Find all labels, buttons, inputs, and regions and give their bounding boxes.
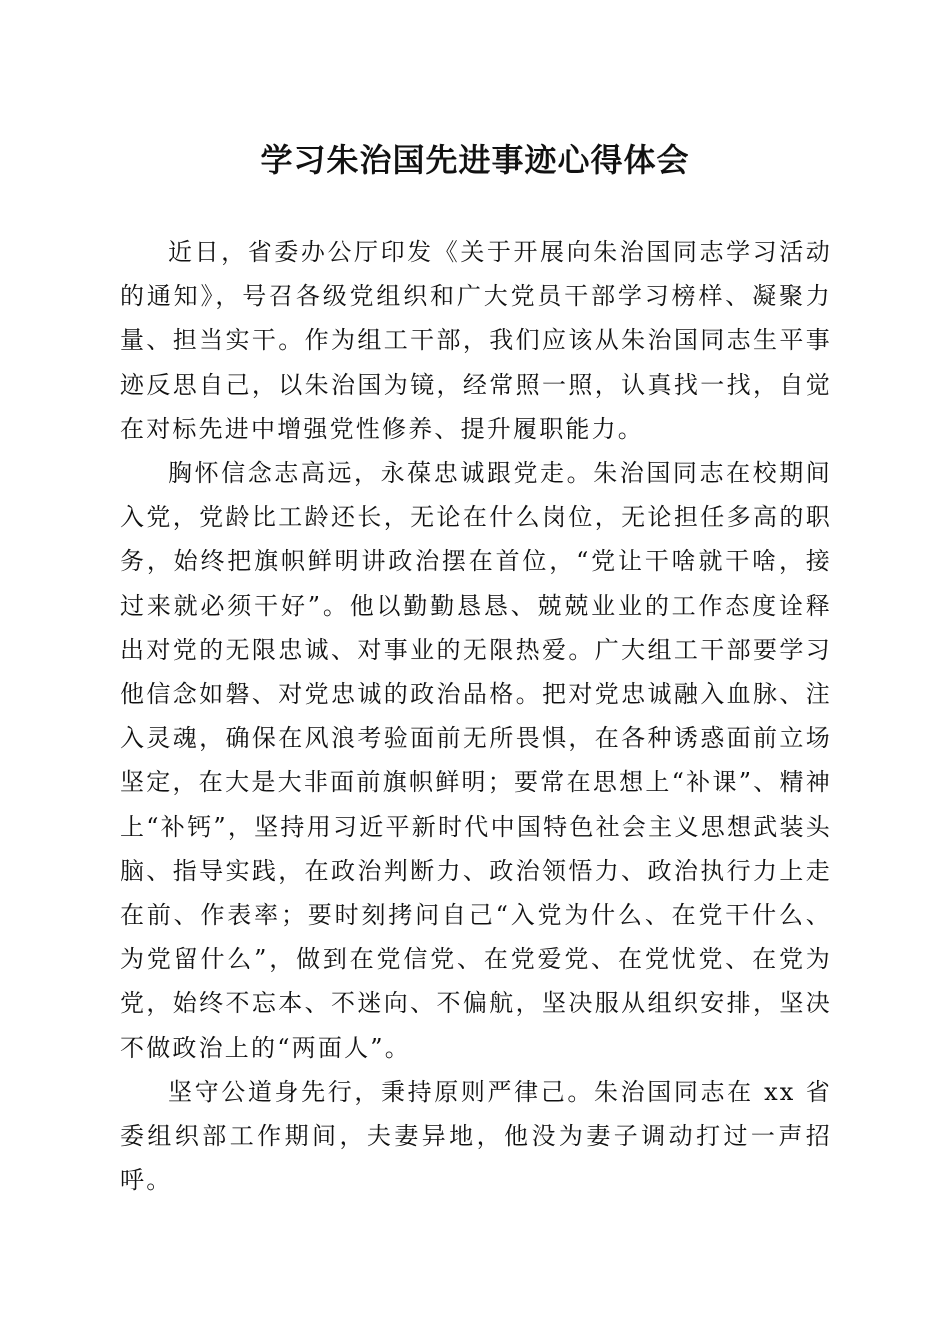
paragraph-loyalty: 胸怀信念志高远，永葆忠诚跟党走。朱治国同志在校期间入党，党龄比工龄还长，无论在什么岗位，无论担任多高的职务，始终把旗帜鲜明讲政治摆在首位，“党让干啥就干啥，接过来就必须干好”。他以勤勤恳恳、兢兢业业的工作态度诠释出对党的无限忠诚、对事业的无限热爱。广大组工干部要学习他信念如磐、对党忠诚的政治品格。把对党忠诚融入血脉、注入灵魂，确保在风浪考验面前无所畏惧，在各种诱惑面前立场坚定，在大是大非面前旗帜鲜明；要常在思想上“补课”、精神上“补钙”，坚持用习近平新时代中国特色社会主义思想武装头脑、指导实践，在政治判断力、政治领悟力、政治执行力上走在前、作表率；要时刻拷问自己“入党为什么、在党干什么、为党留什么”，做到在党信党、在党爱党、在党忧党、在党为党，始终不忘本、不迷向、不偏航，坚决服从组织安排，坚决不做政治上的“两面人”。 [120,459,832,1062]
paragraph-integrity: 坚守公道身先行，秉持原则严律己。朱治国同志在 xx 省委组织部工作期间，夫妻异地，他没为妻子调动打过一声招呼。 [120,1077,832,1195]
paragraph-intro: 近日，省委办公厅印发《关于开展向朱治国同志学习活动的通知》，号召各级党组织和广大党员干部学习榜样、凝聚力量、担当实干。作为组工干部，我们应该从朱治国同志生平事迹反思自己，以朱治国为镜，经常照一照，认真找一找，自觉在对标先进中增强党性修养、提升履职能力。 [120,238,832,443]
document-title: 学习朱治国先进事迹心得体会 [260,141,690,179]
document-body [120,230,832,1202]
